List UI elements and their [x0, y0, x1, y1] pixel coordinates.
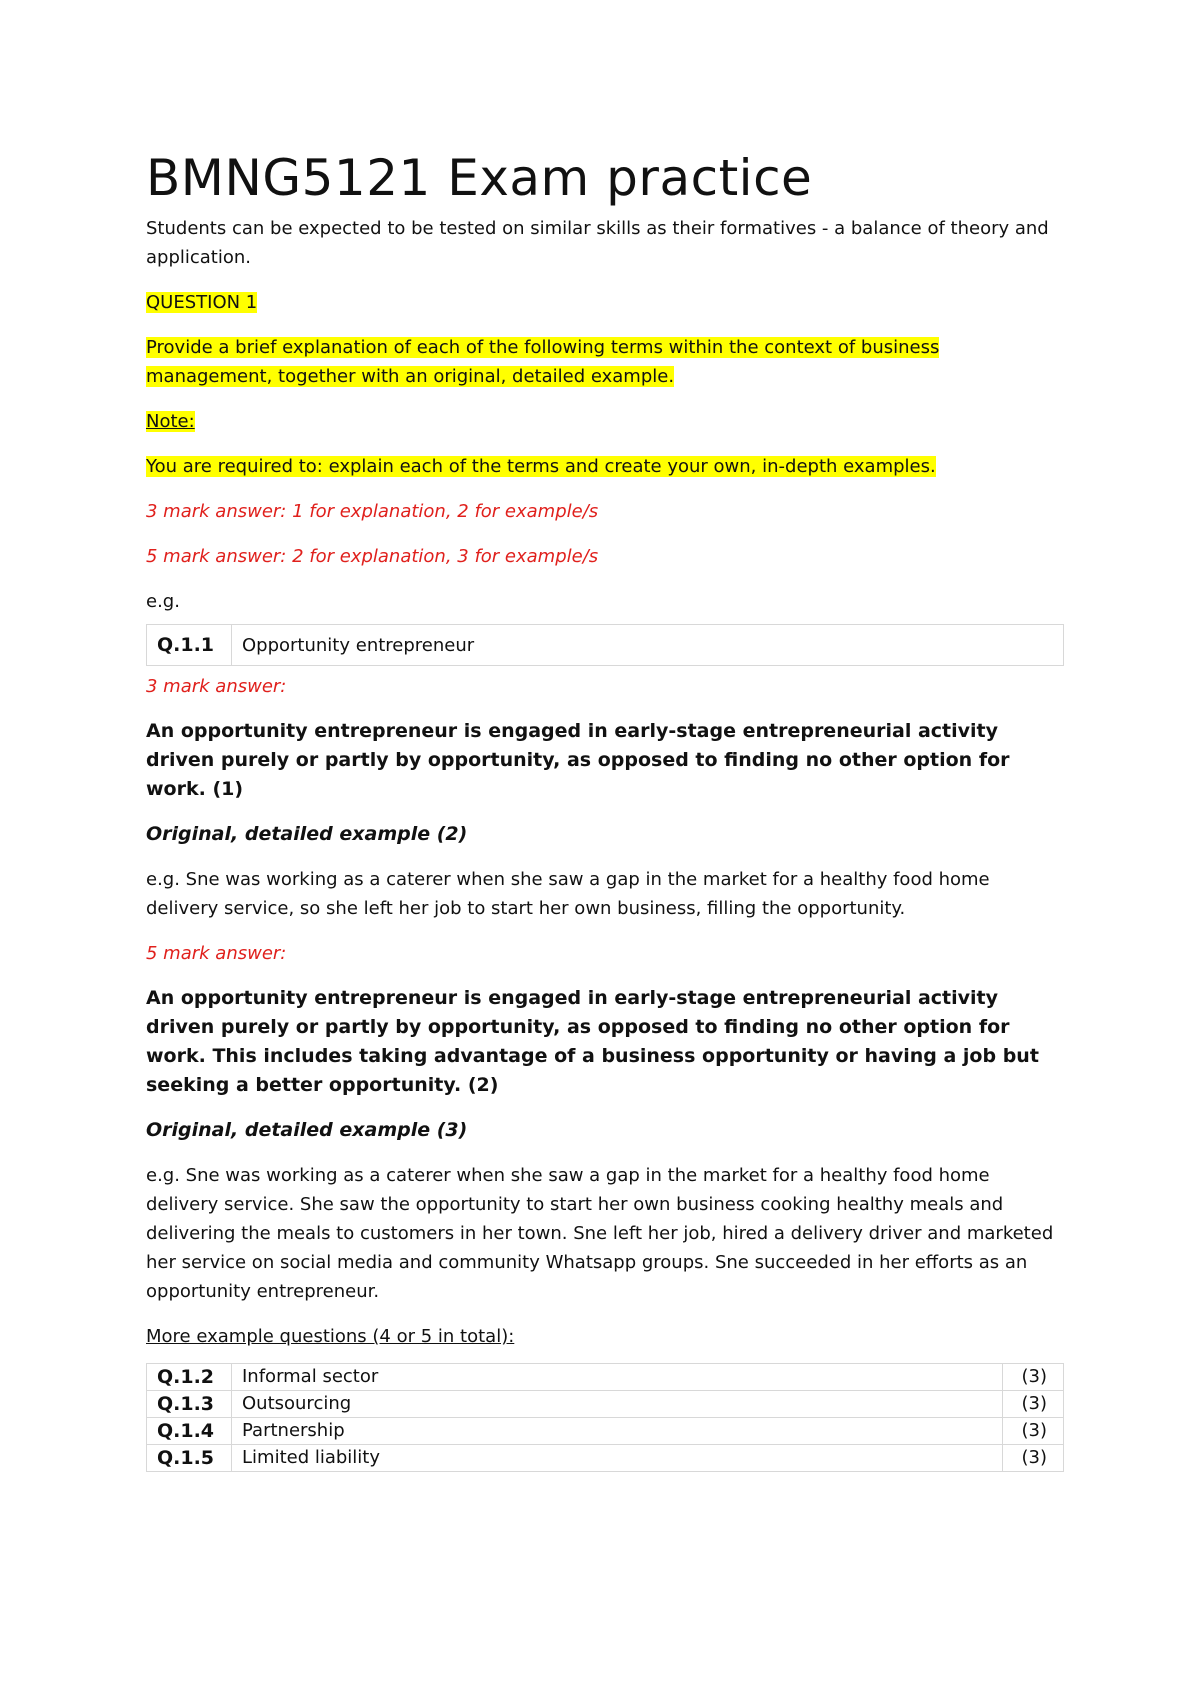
- question-marks: (3): [1003, 1445, 1064, 1472]
- table-row: [147, 1445, 1064, 1472]
- question-number: Q.1.3: [147, 1391, 232, 1418]
- document-body: [146, 148, 1066, 1472]
- eg-label: e.g.: [146, 591, 180, 612]
- question-term: Outsourcing: [232, 1391, 1003, 1418]
- answer-3-label: 3 mark answer:: [146, 676, 287, 697]
- question-heading: QUESTION 1: [146, 292, 258, 313]
- more-questions-heading: More example questions (4 or 5 in total):: [146, 1326, 515, 1347]
- answer-3-explanation: An opportunity entrepreneur is engaged in early-stage entrepreneurial activity driven purely or partly by opportunity, as opposed to finding no other option for work. (1): [146, 720, 1010, 800]
- note-text: You are required to: explain each of the terms and create your own, in-depth examples.: [146, 456, 936, 477]
- table-row: [147, 1364, 1064, 1391]
- question-term: Informal sector: [232, 1364, 1003, 1391]
- question-marks: (3): [1003, 1391, 1064, 1418]
- answer-5-label: 5 mark answer:: [146, 943, 287, 964]
- question-term: Limited liability: [232, 1445, 1003, 1472]
- table-row: [147, 1418, 1064, 1445]
- question-term: Opportunity entrepreneur: [232, 625, 1064, 666]
- answer-5-example-text: e.g. Sne was working as a caterer when she saw a gap in the market for a healthy food home delivery service. She saw the opportunity to start her own business cooking healthy meals and delivering the meals to customers in her town. Sne left her job, hired a delivery driver and marketed her service on social media and community Whatsapp groups. Sne succeeded in her efforts as an opportunity entrepreneur.: [146, 1165, 1054, 1302]
- instruction-text: Provide a brief explanation of each of the following terms within the context of business management, together with an original, detailed example.: [146, 337, 940, 387]
- question-marks: (3): [1003, 1418, 1064, 1445]
- table-row: [147, 1391, 1064, 1418]
- example-question-table: [146, 624, 1064, 666]
- question-number: Q.1.5: [147, 1445, 232, 1472]
- question-marks: (3): [1003, 1364, 1064, 1391]
- question-number: Q.1.4: [147, 1418, 232, 1445]
- answer-5-explanation: An opportunity entrepreneur is engaged in early-stage entrepreneurial activity driven purely or partly by opportunity, as opposed to finding no other option for work. This includes taking advantage of a business opportunity or having a job but seeking a better opportunity. (2): [146, 987, 1039, 1096]
- question-number: Q.1.1: [147, 625, 232, 666]
- more-questions-table: [146, 1363, 1064, 1472]
- mark-rule-3: 3 mark answer: 1 for explanation, 2 for example/s: [146, 501, 599, 522]
- page-title: BMNG5121 Exam practice: [146, 149, 813, 207]
- question-term: Partnership: [232, 1418, 1003, 1445]
- mark-rule-5: 5 mark answer: 2 for explanation, 3 for example/s: [146, 546, 599, 567]
- intro-text: Students can be expected to be tested on similar skills as their formatives - a balance of theory and application.: [146, 218, 1049, 268]
- table-row: [147, 625, 1064, 666]
- note-label: Note:: [146, 411, 195, 432]
- question-number: Q.1.2: [147, 1364, 232, 1391]
- answer-5-example-heading: Original, detailed example (3): [146, 1119, 468, 1141]
- answer-3-example-heading: Original, detailed example (2): [146, 823, 468, 845]
- answer-3-example-text: e.g. Sne was working as a caterer when she saw a gap in the market for a healthy food home delivery service, so she left her job to start her own business, filling the opportunity.: [146, 869, 990, 919]
